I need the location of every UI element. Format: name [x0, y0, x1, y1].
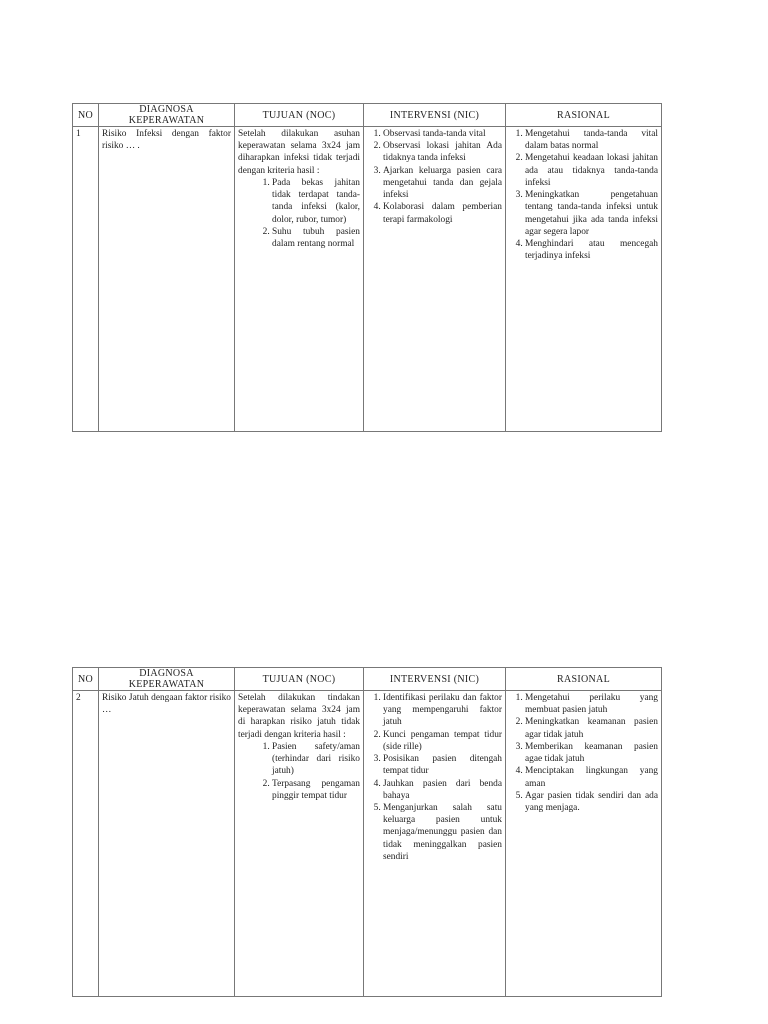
- cell-tujuan: [235, 127, 364, 432]
- table-row: [73, 127, 662, 432]
- header-rasional: RASIONAL: [506, 104, 662, 127]
- tujuan-criteria-list: [238, 741, 360, 802]
- cell-intervensi: [364, 691, 506, 997]
- header-no: NO: [73, 668, 99, 691]
- list-item: 4. Menghindari atau mencegah terjadinya infeksi: [525, 238, 658, 262]
- cell-diagnosa: Risiko Infeksi dengan faktor risiko … .: [99, 127, 235, 432]
- header-no: NO: [73, 104, 99, 127]
- header-intervensi: INTERVENSI (NIC): [364, 104, 506, 127]
- list-item: 1. Pasien safety/aman (terhindar dari risiko jatuh): [272, 741, 360, 778]
- header-intervensi: INTERVENSI (NIC): [364, 668, 506, 691]
- header-tujuan: TUJUAN (NOC): [235, 668, 364, 691]
- list-item: 1. Observasi tanda-tanda vital: [383, 128, 502, 140]
- list-item: 1. Mengetahui tanda-tanda vital dalam batas normal: [525, 128, 658, 152]
- list-item: 2. Observasi lokasi jahitan Ada tidaknya tanda infeksi: [383, 140, 502, 164]
- list-item: 1. Mengetahui perilaku yang membuat pasien jatuh: [525, 692, 658, 716]
- intervensi-list: [367, 128, 502, 226]
- cell-no: 2: [73, 691, 99, 997]
- list-item: 2. Mengetahui keadaan lokasi jahitan ada atau tidaknya tanda-tanda infeksi: [525, 152, 658, 189]
- rasional-list: [509, 692, 658, 814]
- list-item: 5. Menganjurkan salah satu keluarga pasien untuk menjaga/menunggu pasien dan tidak meninggalkan pasien sendiri: [383, 802, 502, 863]
- list-item: 4. Kolaborasi dalam pemberian terapi farmakologi: [383, 201, 502, 225]
- header-diagnosa: DIAGNOSA KEPERAWATAN: [99, 104, 235, 127]
- cell-rasional: [506, 691, 662, 997]
- list-item: 3. Memberikan keamanan pasien agae tidak jatuh: [525, 741, 658, 765]
- header-diagnosa: DIAGNOSA KEPERAWATAN: [99, 668, 235, 691]
- list-item: 2. Meningkatkan keamanan pasien agar tidak jatuh: [525, 716, 658, 740]
- list-item: 4. Jauhkan pasien dari benda bahaya: [383, 778, 502, 802]
- table-row: [73, 691, 662, 997]
- header-rasional: RASIONAL: [506, 668, 662, 691]
- table-header-row: [73, 104, 662, 127]
- list-item: 3. Meningkatkan pengetahuan tentang tanda-tanda infeksi untuk mengetahui jika ada tanda infeksi agar segera lapor: [525, 189, 658, 238]
- nursing-plan-table-2: [72, 667, 662, 997]
- table-header-row: [73, 668, 662, 691]
- list-item: 1. Pada bekas jahitan tidak terdapat tanda-tanda infeksi (kalor, dolor, rubor, tumor): [272, 177, 360, 226]
- cell-tujuan: [235, 691, 364, 997]
- list-item: 4. Menciptakan lingkungan yang aman: [525, 765, 658, 789]
- rasional-list: [509, 128, 658, 262]
- list-item: 3. Ajarkan keluarga pasien cara mengetahui tanda dan gejala infeksi: [383, 165, 502, 202]
- list-item: 2. Terpasang pengaman pinggir tempat tidur: [272, 778, 360, 802]
- cell-diagnosa: Risiko Jatuh dengaan faktor risiko …: [99, 691, 235, 997]
- list-item: 1. Identifikasi perilaku dan faktor yang mempengaruhi faktor jatuh: [383, 692, 502, 729]
- cell-intervensi: [364, 127, 506, 432]
- list-item: 2. Suhu tubuh pasien dalam rentang normal: [272, 226, 360, 250]
- header-tujuan: TUJUAN (NOC): [235, 104, 364, 127]
- cell-rasional: [506, 127, 662, 432]
- tujuan-criteria-list: [238, 177, 360, 250]
- tujuan-intro: Setelah dilakukan asuhan keperawatan selama 3x24 jam diharapkan infeksi tidak terjadi dengan kriteria hasil :: [238, 129, 360, 176]
- intervensi-list: [367, 692, 502, 863]
- tujuan-intro: Setelah dilakukan tindakan keperawatan selama 3x24 jam di harapkan risiko jatuh tidak terjadi dengan kriteria hasil :: [238, 693, 360, 740]
- list-item: 2. Kunci pengaman tempat tidur (side rille): [383, 729, 502, 753]
- list-item: 5. Agar pasien tidak sendiri dan ada yang menjaga.: [525, 790, 658, 814]
- cell-no: 1: [73, 127, 99, 432]
- list-item: 3. Posisikan pasien ditengah tempat tidur: [383, 753, 502, 777]
- nursing-plan-table-1: [72, 103, 662, 432]
